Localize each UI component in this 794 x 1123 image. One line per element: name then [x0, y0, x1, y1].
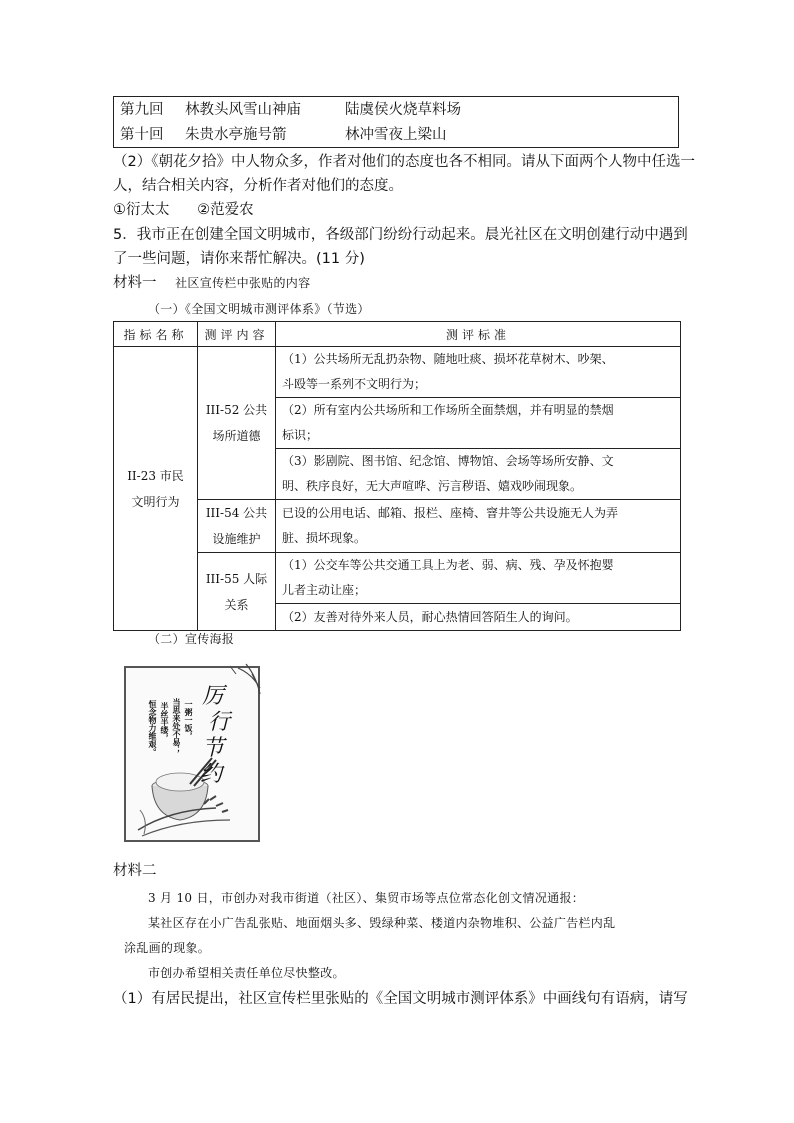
standard-line: （1）公交车等公共交通工具上为老、弱、病、残、孕及怀抱婴 — [282, 558, 614, 572]
chapter-number: 第九回 — [120, 102, 164, 118]
standard-line: 已设的公用电话、邮箱、报栏、座椅、窨井等公共设施无人为弄 — [282, 506, 619, 520]
material-2-line2: 某社区存在小广告乱张贴、地面烟头多、毁绿种菜、楼道内杂物堆积、公益广告栏内乱 — [148, 916, 616, 930]
material-2-line4: 市创办希望相关责任单位尽快整改。 — [148, 966, 345, 980]
standard-cell — [276, 347, 681, 398]
standard-line: （3）影剧院、图书馆、纪念馆、博物馆、会场等场所安静、文 — [282, 454, 614, 468]
poster-verse: 半丝半缕， — [160, 702, 170, 742]
poster-verse: 一粥一饭， — [184, 700, 194, 740]
chapter-number: 第十回 — [120, 127, 164, 143]
question-5-1: （1）有居民提出，社区宣传栏里张贴的《全国文明城市测评体系》中画线句有语病，请写 — [113, 991, 688, 1007]
material-2-label: 材料二 — [113, 863, 157, 879]
propaganda-poster — [120, 660, 268, 850]
material-1-label: 材料一 — [113, 275, 157, 291]
content-cell — [198, 553, 276, 631]
chapter-title-2: 陆虞侯火烧草料场 — [345, 102, 461, 118]
poster-title-char: 节 — [202, 736, 225, 761]
standard-cell — [276, 604, 681, 631]
standard-cell — [276, 398, 681, 449]
content-cell — [198, 347, 276, 500]
standard-line: 明、秩序良好，无大声喧哗、污言秽语、嬉戏吵闹现象。 — [282, 479, 583, 493]
poster-verse: 当思来处不易； — [172, 698, 182, 754]
header-standard: 测评标准 — [276, 322, 681, 347]
question-2-options: ①衍太太 ②范爱农 — [113, 202, 254, 218]
standard-cell — [276, 449, 681, 500]
content-line: 关系 — [224, 597, 249, 612]
standard-line: （2）所有室内公共场所和工作场所全面禁烟，并有明显的禁烟 — [282, 403, 614, 417]
poster-verse: 恒念物力维艰。 — [148, 700, 158, 756]
evaluation-table — [113, 321, 681, 631]
question-2-line2: 人，结合相关内容，分析作者对他们的态度。 — [113, 178, 403, 194]
content-line: III-52 公共 — [205, 403, 268, 417]
standard-cell — [276, 500, 681, 553]
content-line: 场所道德 — [212, 429, 261, 443]
indicator-line: II-23 市民 — [127, 468, 184, 483]
standard-cell — [276, 553, 681, 604]
standard-line: （1）公共场所无乱扔杂物、随地吐痰、损坏花草树木、吵架、 — [282, 352, 614, 366]
indicator-cell — [114, 347, 198, 631]
material-2-line1: 3 月 10 日，市创办对我市街道（社区）、集贸市场等点位常态化创文情况通报： — [148, 891, 585, 905]
content-line: 设施维护 — [212, 532, 261, 546]
indicator-line: 文明行为 — [131, 494, 180, 509]
question-5-line2: 了一些问题，请你来帮忙解决。(11 分) — [113, 251, 365, 267]
poster-title-char: 约 — [200, 762, 223, 787]
poster-title-char: 行 — [208, 710, 231, 735]
question-5-line1: 5．我市正在创建全国文明城市，各级部门纷纷行动起来。晨光社区在文明创建行动中遇到 — [113, 227, 688, 243]
poster-illustration — [120, 660, 268, 850]
header-indicator: 指标名称 — [114, 322, 198, 347]
question-2-line1: （2）《朝花夕拾》中人物众多，作者对他们的态度也各不相同。请从下面两个人物中任选一 — [113, 154, 695, 170]
standard-line: （2）友善对待外来人员，耐心热情回答陌生人的询问。 — [282, 609, 578, 624]
material-1-caption: 社区宣传栏中张贴的内容 — [175, 276, 311, 290]
content-line: III-55 人际 — [205, 571, 268, 586]
poster-label: （二）宣传海报 — [148, 632, 235, 646]
content-line: III-54 公共 — [205, 506, 268, 520]
material-2-line3: 涂乱画的现象。 — [124, 941, 211, 955]
standard-line: 脏、损坏现象。 — [282, 531, 367, 545]
material-1-subtitle: （一）《全国文明城市测评体系》（节选） — [148, 302, 370, 316]
poster-title — [202, 684, 232, 788]
content-cell — [198, 500, 276, 553]
chapter-title-1: 林教头风雪山神庙 — [185, 102, 301, 118]
table-header-row — [114, 322, 681, 347]
standard-line: 标识； — [282, 428, 319, 442]
chapter-title-2: 林冲雪夜上梁山 — [345, 127, 447, 143]
header-content: 测评内容 — [198, 322, 276, 347]
standard-line: 斗殴等一系列不文明行为； — [282, 377, 427, 391]
chapter-title-1: 朱贵水亭施号箭 — [185, 127, 287, 143]
chapter-table — [113, 96, 679, 148]
poster-title-char: 厉 — [202, 684, 225, 709]
standard-line: 儿者主动让座； — [282, 583, 367, 597]
material-1-heading — [113, 272, 310, 294]
table-row — [114, 347, 681, 398]
table-row — [114, 553, 681, 604]
table-row — [114, 500, 681, 553]
